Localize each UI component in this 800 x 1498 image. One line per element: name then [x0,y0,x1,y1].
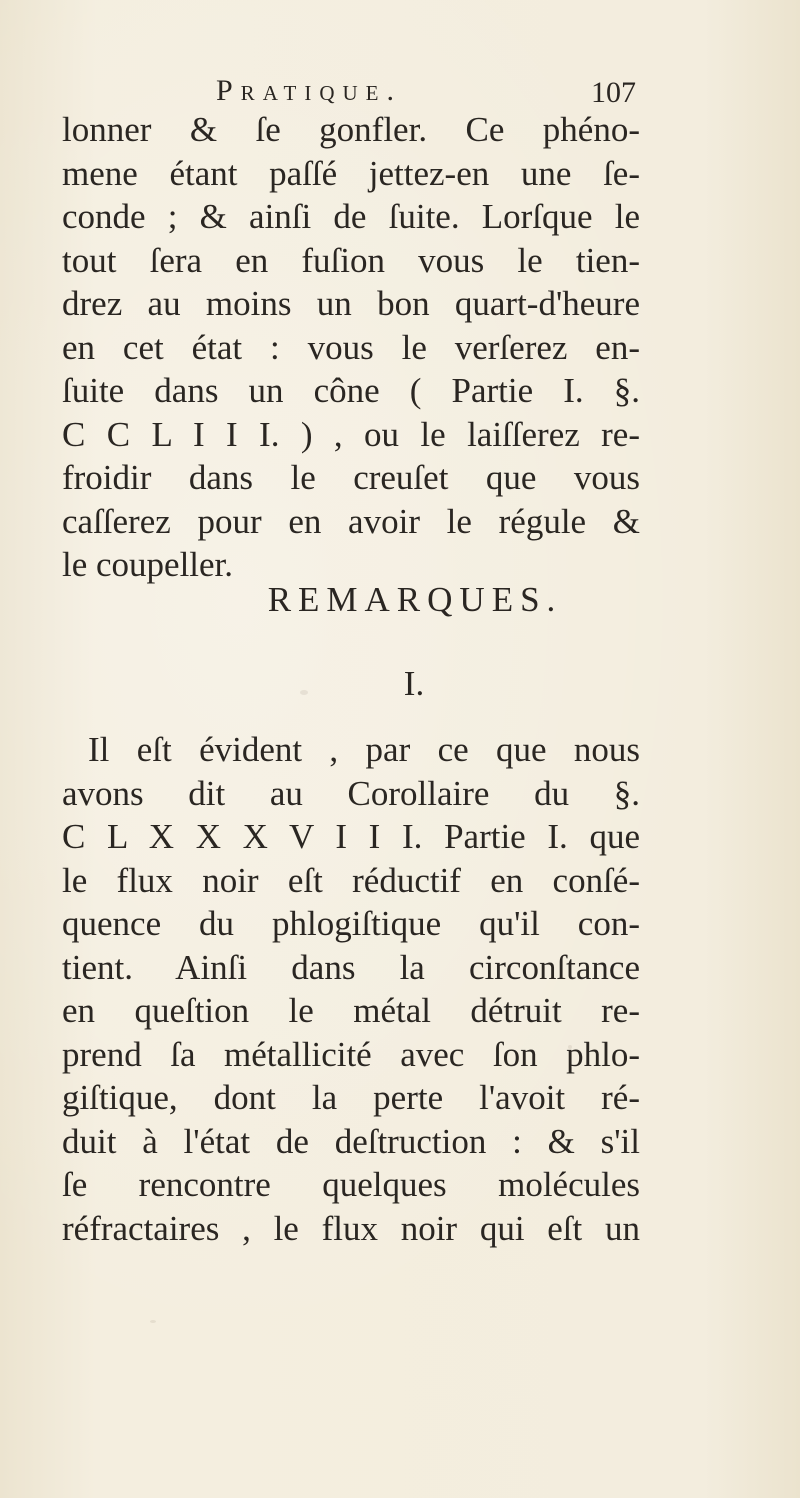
paper-spot [568,1045,572,1049]
text-line: prend ſa métallicité avec ſon phlo- [62,1034,640,1074]
paragraph-2 [62,728,640,1250]
text-line: réfractaires , le flux noir qui eſt un [62,1208,640,1248]
paper-spot [300,690,308,695]
section-numeral: I. [403,664,425,703]
running-head-title: Pratique. [216,74,403,107]
text-line: tout ſera en fuſion vous le tien- [62,240,640,280]
paragraph-1 [62,108,640,587]
text-line: ſe rencontre quelques molécules [62,1165,640,1204]
text-line: tient. Ainſi dans la circonſtance [62,947,640,987]
text-line: Il eſt évident , par ce que nous [88,730,640,769]
paper-spot [150,1320,156,1323]
text-line: mene étant paſſé jettez-en une ſe- [62,153,640,193]
text-line: quence du phlogiſtique qu'il con- [62,904,640,943]
text-line: en cet état : vous le verſerez en- [62,327,640,367]
page-number: 107 [591,76,636,109]
text-line: conde ; & ainſi de ſuite. Lorſque le [62,197,640,236]
text-line: froidir dans le creuſet que vous [62,458,640,497]
text-line: en queſtion le métal détruit re- [62,991,640,1030]
section-heading: REMARQUES. [267,580,563,619]
text-line: le coupeller. [62,545,234,584]
text-line: C L X X X V I I I. Partie I. que [62,817,640,856]
text-line: duit à l'état de deſtruction : & s'il [62,1121,640,1161]
text-line: avons dit au Corollaire du §. [62,773,640,813]
text-line: giſtique, dont la perte l'avoit ré- [62,1078,640,1117]
text-line: C C L I I I. ) , ou le laiſſerez re- [62,414,640,454]
text-line: caſſerez pour en avoir le régule & [62,501,640,541]
text-line: ſuite dans un cône ( Partie I. §. [62,371,640,410]
text-line: drez au moins un bon quart-d'heure [62,284,640,323]
text-line: le flux noir eſt réductif en conſé- [62,860,640,900]
text-line: lonner & ſe gonfler. Ce phéno- [62,110,640,149]
